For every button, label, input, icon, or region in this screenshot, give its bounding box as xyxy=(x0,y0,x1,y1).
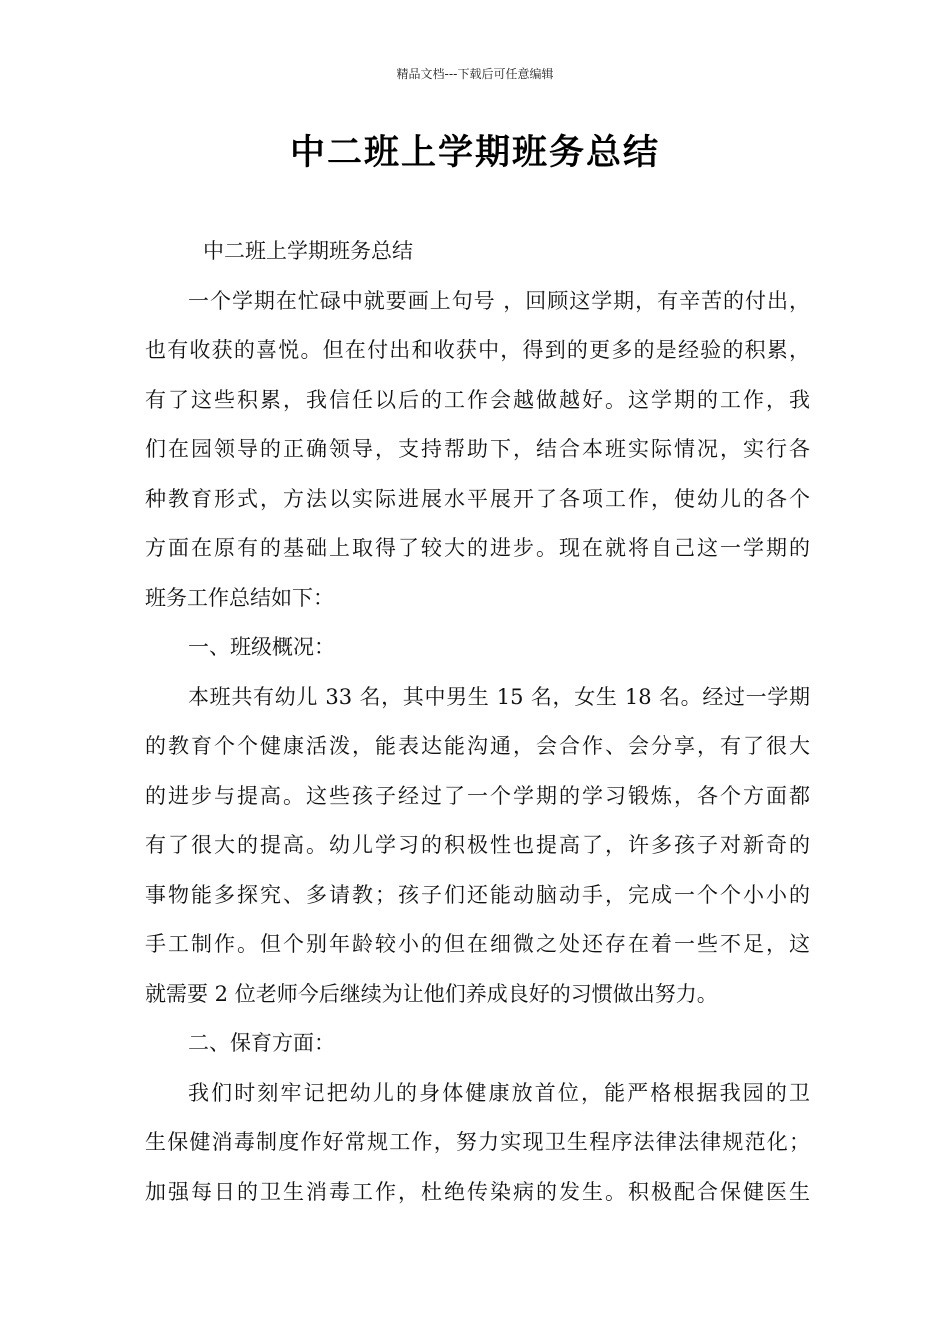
paragraph-line: 们在园领导的正确领导，支持帮助下，结合本班实际情况，实行各 xyxy=(145,437,810,461)
paragraph-line: 本班共有幼儿 33 名，其中男生 15 名，女生 18 名。经过一学期 xyxy=(188,684,810,709)
paragraph-line: 就需要 2 位老师今后继续为让他们养成良好的习惯做出努力。 xyxy=(145,981,718,1006)
paragraph-line: 的进步与提高。这些孩子经过了一个学期的学习锻炼，各个方面都 xyxy=(145,783,810,808)
paragraph-line: 也有收获的喜悦。但在付出和收获中，得到的更多的是经验的积累， xyxy=(145,338,810,362)
paragraph-line: 手工制作。但个别年龄较小的但在细微之处还存在着一些不足，这 xyxy=(145,932,810,956)
paragraph-line: 我们时刻牢记把幼儿的身体健康放首位，能严格根据我园的卫 xyxy=(188,1080,810,1105)
paragraph-line: 种教育形式，方法以实际进展水平展开了各项工作，使幼儿的各个 xyxy=(145,486,810,511)
section-heading: 一、班级概况： xyxy=(188,635,335,659)
document-body xyxy=(145,227,810,1217)
document-subtitle: 中二班上学期班务总结 xyxy=(203,239,413,263)
document-title: 中二班上学期班务总结 xyxy=(289,133,660,173)
page-header-note: 精品文档---下载后可任意编辑 xyxy=(396,67,554,81)
paragraph-line: 一个学期在忙碌中就要画上句号 ，回顾这学期，有辛苦的付出， xyxy=(188,288,810,313)
paragraph-line: 生保健消毒制度作好常规工作，努力实现卫生程序法律法律规范化； xyxy=(145,1130,810,1154)
paragraph-line: 有了这些积累，我信任以后的工作会越做越好。这学期的工作，我 xyxy=(145,387,810,412)
paragraph-line: 班务工作总结如下： xyxy=(145,585,334,610)
section-heading: 二、保育方面： xyxy=(188,1031,335,1055)
paragraph-line: 的教育个个健康活泼，能表达能沟通，会合作、会分享，有了很大 xyxy=(145,734,810,758)
paragraph-line: 事物能多探究、多请教；孩子们还能动脑动手，完成一个个小小的 xyxy=(145,882,810,907)
paragraph-line: 有了很大的提高。幼儿学习的积极性也提高了，许多孩子对新奇的 xyxy=(145,833,810,857)
paragraph-line: 加强每日的卫生消毒工作，杜绝传染病的发生。积极配合保健医生 xyxy=(145,1179,810,1204)
paragraph-line: 方面在原有的基础上取得了较大的进步。现在就将自己这一学期的 xyxy=(145,536,810,560)
